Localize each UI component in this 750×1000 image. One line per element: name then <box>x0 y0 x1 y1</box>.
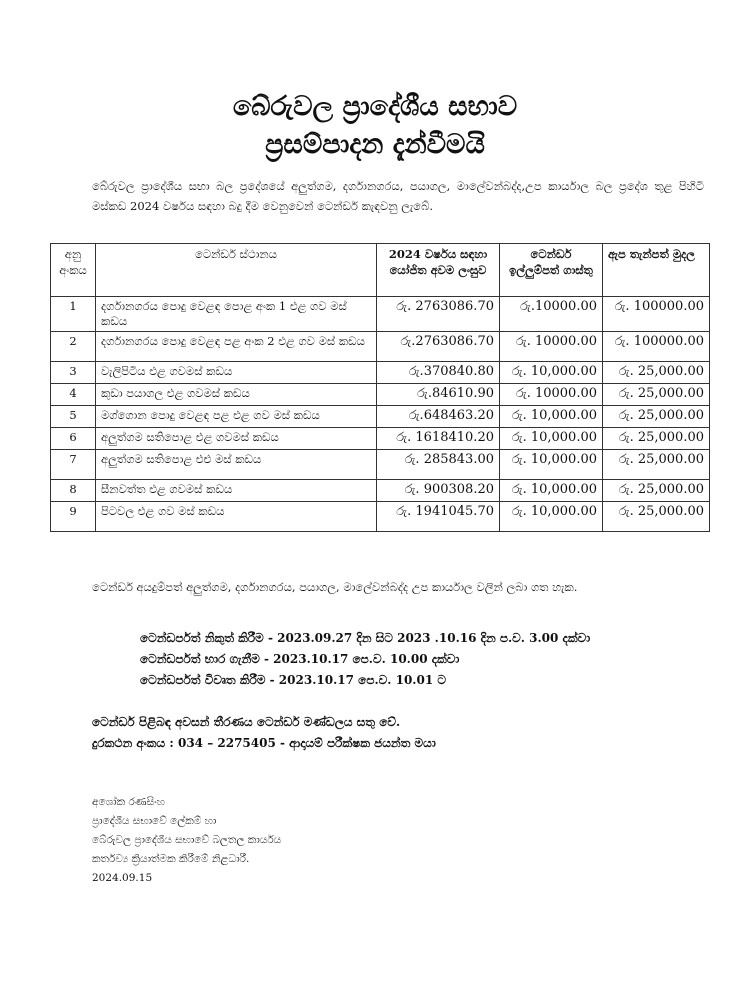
table-row <box>51 450 710 480</box>
row-location: දර්ගානගරය පොදු වෙළඳ පළ අංක 2 එළ ගව මස් කඩය <box>96 332 377 362</box>
row-location: මග්ගොන පොදු වෙළඳ පළ එළ ගව මස් කඩය <box>96 406 377 428</box>
signature-block <box>92 793 281 888</box>
row-deposit: රු. 25,000.00 <box>603 502 710 532</box>
decision-note: ටෙන්ඩර් පිළිබඳ අවසන් තීරණය ටෙන්ඩර් මණ්ඩලය සතු වේ. <box>92 715 401 729</box>
row-serial-no: 7 <box>51 450 96 480</box>
row-application-fee: රු. 10,000.00 <box>500 450 603 480</box>
signatory-title-2: බේරුවල ප්‍රාදේශීය සභාවේ බලතල කාර්යය <box>92 834 282 846</box>
table-body <box>51 297 710 532</box>
row-deposit: රු. 25,000.00 <box>603 480 710 502</box>
table-row <box>51 502 710 532</box>
row-location: පිටවල එළ ගව මස් කඩය <box>96 502 377 532</box>
row-serial-no: 5 <box>51 406 96 428</box>
row-deposit: රු. 100000.00 <box>603 332 710 362</box>
row-application-fee: රු. 10,000.00 <box>500 502 603 532</box>
notice-title: ප්‍රසම්පාදන දැන්වීමයි <box>265 129 485 160</box>
row-min-bid: රු.2763086.70 <box>377 332 500 362</box>
row-serial-no: 8 <box>51 480 96 502</box>
table-row <box>51 332 710 362</box>
row-serial-no: 4 <box>51 384 96 406</box>
row-serial-no: 2 <box>51 332 96 362</box>
row-min-bid: රු. 1618410.20 <box>377 428 500 450</box>
receive-date-line: ටෙන්ඩර්පත් භාර ගැනීම - 2023.10.17 පෙ.ව. 10.00 දක්වා <box>140 652 460 666</box>
table-row <box>51 297 710 332</box>
table-row <box>51 428 710 450</box>
intro-paragraph: බේරුවල ප්‍රාදේශීය සභා බල ප්‍රදේශයේ අලුත්ගම, දර්ගානගරය, පයාගල, මාලේවන්බද්ද,උප කාර්යාල බල ප්‍රදේශ තුළ පිහිටි මස්කඩ 2024 වර්ෂය සඳහා බදු දීම වෙනුවෙන් ටෙන්ඩර් කැඳවනු ලැබේ. <box>92 179 704 213</box>
row-deposit: රු. 25,000.00 <box>603 384 710 406</box>
header-location: ටෙන්ඩර් ස්ථානය <box>96 244 377 297</box>
signatory-name: අශෝක රණසිංහ <box>92 796 166 808</box>
row-application-fee: රු.10000.00 <box>500 297 603 332</box>
header-application-fee: ටෙන්ඩර් ඉල්ලුම්පත් ගාස්තු <box>500 244 603 297</box>
row-location: අලුත්ගම සතිපොළ එළ ගවමස් කඩය <box>96 428 377 450</box>
table-row <box>51 384 710 406</box>
header-min-bid: 2024 වර්ෂය සඳහා යෝජිත අවම ලංසුව <box>377 244 500 297</box>
row-application-fee: රු. 10,000.00 <box>500 428 603 450</box>
row-location: වැලිපිටිය එළ ගවමස් කඩය <box>96 362 377 384</box>
availability-note: ටෙන්ඩර් අයදුම්පත් අලුත්ගම, දර්ගානගරය, පයාගල, මාලේවන්බද්ද උප කාර්යාල වලින් ලබා ගත හැක. <box>92 580 578 594</box>
row-deposit: රු. 25,000.00 <box>603 406 710 428</box>
row-location: දර්ගානගරය පොදු වෙළඳ පොළ අංක 1 එළ ගව මස් කඩය <box>96 297 377 332</box>
table-header-row <box>51 244 710 297</box>
council-title: බේරුවල ප්‍රාදේශීය සභාව <box>232 91 518 122</box>
row-deposit: රු. 100000.00 <box>603 297 710 332</box>
row-min-bid: රු. 2763086.70 <box>377 297 500 332</box>
table-row <box>51 362 710 384</box>
row-application-fee: රු. 10000.00 <box>500 332 603 362</box>
row-min-bid: රු. 1941045.70 <box>377 502 500 532</box>
row-deposit: රු. 25,000.00 <box>603 362 710 384</box>
row-location: සීනවත්ත එළ ගවමස් කඩය <box>96 480 377 502</box>
row-application-fee: රු. 10,000.00 <box>500 362 603 384</box>
phone-line: දුරකථන අංකය : 034 – 2275405 - ආදායම් පරීක්ෂක ජයන්ත මයා <box>92 736 436 750</box>
signatory-title-1: ප්‍රාදේශීය සභාවේ ලේකම් හා <box>92 815 217 827</box>
table-row <box>51 406 710 428</box>
row-serial-no: 3 <box>51 362 96 384</box>
schedule-block <box>140 628 590 691</box>
row-min-bid: රු. 285843.00 <box>377 450 500 480</box>
row-min-bid: රු. 900308.20 <box>377 480 500 502</box>
row-application-fee: රු. 10,000.00 <box>500 406 603 428</box>
tender-table <box>50 243 710 532</box>
table-row <box>51 480 710 502</box>
signatory-title-3: කර්තව්‍ය ක්‍රියාත්මක කිරීමේ නිළධාරී. <box>92 853 250 865</box>
header-serial-no: අනු අංකය <box>51 244 96 297</box>
row-application-fee: රු. 10,000.00 <box>500 480 603 502</box>
row-location: කුඩා පයාගල එළ ගවමස් කඩය <box>96 384 377 406</box>
contact-block <box>92 712 436 754</box>
row-min-bid: රු.648463.20 <box>377 406 500 428</box>
header-deposit: ඇප තැන්පත් මුදල <box>603 244 710 297</box>
signature-date: 2024.09.15 <box>92 872 153 884</box>
row-min-bid: රු.370840.80 <box>377 362 500 384</box>
row-serial-no: 6 <box>51 428 96 450</box>
issue-date-line: ටෙන්ඩර්පත් නිකුත් කිරීම - 2023.09.27 දින සිට 2023 .10.16 දින ප.ව. 3.00 දක්වා <box>140 631 591 645</box>
row-application-fee: රු. 10000.00 <box>500 384 603 406</box>
row-deposit: රු. 25,000.00 <box>603 450 710 480</box>
row-serial-no: 1 <box>51 297 96 332</box>
row-serial-no: 9 <box>51 502 96 532</box>
row-location: අලුත්ගම සතිපොළ එළු මස් කඩය <box>96 450 377 480</box>
row-min-bid: රු.84610.90 <box>377 384 500 406</box>
opening-date-line: ටෙන්ඩර්පත් විවෘත කිරීම - 2023.10.17 පෙ.ව. 10.01 ට <box>140 673 446 687</box>
row-deposit: රු. 25,000.00 <box>603 428 710 450</box>
